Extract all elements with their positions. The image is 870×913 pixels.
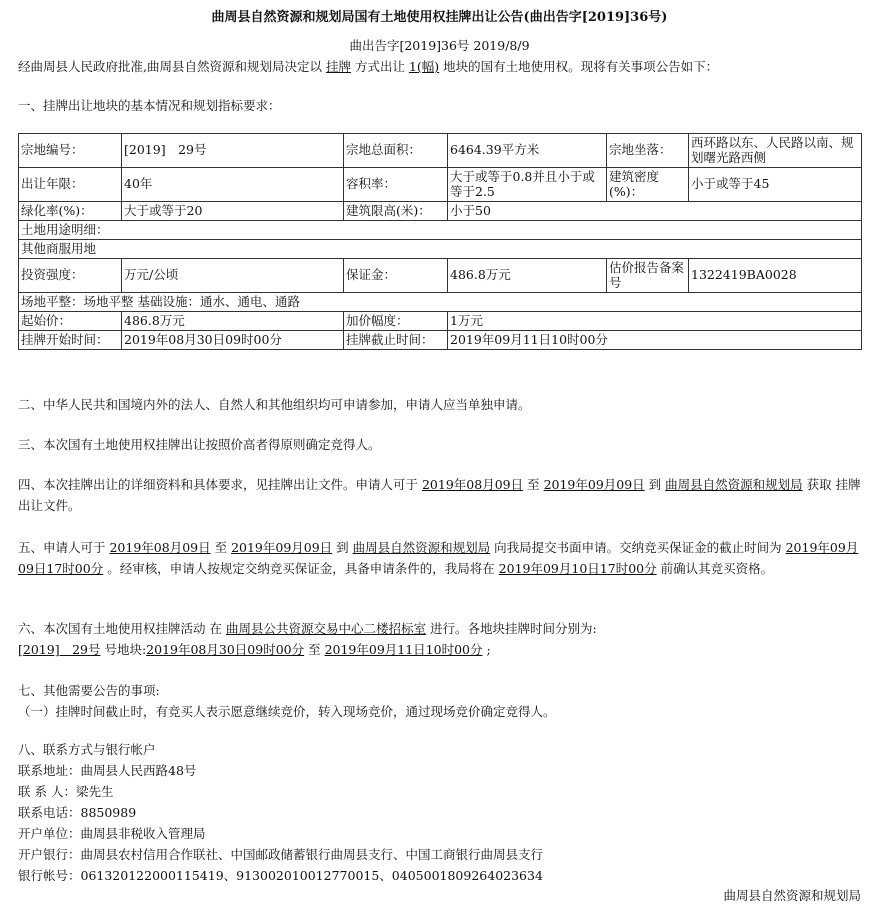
- s6-text-to: 至: [304, 642, 325, 657]
- section8: [18, 739, 861, 886]
- table-row: [19, 221, 862, 240]
- deposit-label: 保证金：: [344, 259, 448, 293]
- s5-org-link[interactable]: 曲周县自然资源和规划局: [352, 540, 491, 555]
- s6-start-time-link[interactable]: 2019年08月30日09时00分: [146, 642, 305, 657]
- table-row: [19, 134, 862, 168]
- listing-end-value: 2019年09月11日10时00分: [448, 331, 862, 350]
- s5-text-end: 前确认其竞买资格。: [656, 561, 774, 576]
- contact-phone: 联系电话：8850989: [18, 805, 137, 820]
- use-detail-label: 土地用途明细：: [19, 221, 862, 240]
- density-label: 建筑密度(%)：: [607, 168, 689, 202]
- s4-text-end: 获取 挂牌 出让文件。: [18, 477, 861, 513]
- s4-text: 四、本次挂牌出让的详细资料和具体要求，见挂牌出让文件。申请人可于: [18, 477, 422, 492]
- s5-text-deadline: 向我局提交书面申请。交纳竞买保证金的截止时间为: [490, 540, 786, 555]
- section7: [18, 680, 861, 722]
- s5-text-to: 至: [210, 540, 232, 555]
- appraisal-value: 1322419BA0028: [689, 259, 862, 293]
- s6-text-parcel: 号地块:: [100, 642, 147, 657]
- term-label: 出让年限：: [19, 168, 122, 202]
- s5-text-review: 。经审核，申请人按规定交纳竞买保证金，具备申请条件的，我局将在: [103, 561, 499, 576]
- s5-date-start-link[interactable]: 2019年08月09日: [109, 540, 211, 555]
- table-row: [19, 168, 862, 202]
- deposit-value: 486.8万元: [448, 259, 607, 293]
- area-value: 6464.39平方米: [448, 134, 607, 168]
- section4-text: [18, 474, 861, 516]
- s4-date-end-link[interactable]: 2019年09月09日: [543, 477, 645, 492]
- section7-item1: （一）挂牌时间截止时，有竞买人表示愿意继续竞价，转入现场竞价，通过现场竞价确定竞得人。: [18, 704, 556, 719]
- bank-accounts: 银行帐号：061320122000115419、913002010012770015、0405001809264023634: [18, 868, 543, 883]
- listing-start-label: 挂牌开始时间：: [19, 331, 122, 350]
- table-row: [19, 293, 862, 312]
- s4-date-start-link[interactable]: 2019年08月09日: [421, 477, 524, 492]
- contact-address: 联系地址：曲周县人民西路48号: [18, 763, 197, 778]
- term-value: 40年: [122, 168, 344, 202]
- intro-paragraph: [18, 59, 861, 77]
- s6-end-time-link[interactable]: 2019年09月11日10时00分: [324, 642, 483, 657]
- count-link[interactable]: 1(幅): [408, 59, 440, 74]
- table-row: [19, 312, 862, 331]
- section3-text: 三、本次国有土地使用权挂牌出让按照价高者得原则确定竞得人。: [18, 437, 381, 452]
- notice-header: [18, 0, 861, 116]
- s6-text: 六、本次国有土地使用权挂牌活动 在: [18, 621, 226, 636]
- parcel-no-value: [2019] 29号: [122, 134, 344, 168]
- s6-text-times: 进行。各地块挂牌时间分别为:: [425, 621, 597, 636]
- s5-text-at: 到: [332, 540, 353, 555]
- s4-text-at: 到: [644, 477, 666, 492]
- height-label: 建筑限高(米)：: [344, 202, 448, 221]
- section8-heading: 八、联系方式与银行帐户: [18, 742, 156, 757]
- section1-heading: 一、挂牌出让地块的基本情况和规划指标要求：: [18, 98, 281, 113]
- issuer-signature: 曲周县自然资源和规划局: [723, 888, 861, 903]
- s6-parcel-link[interactable]: [2019] 29号: [18, 642, 101, 657]
- far-label: 容积率：: [344, 168, 448, 202]
- appraisal-label: 估价报告备案号: [607, 259, 689, 293]
- s6-place-link[interactable]: 曲周县公共资源交易中心二楼招标室: [225, 621, 426, 636]
- location-value: 西环路以东、人民路以南、规划曙光路西侧: [689, 134, 862, 168]
- start-price-label: 起始价：: [19, 312, 122, 331]
- green-value: 大于或等于20: [122, 202, 344, 221]
- density-value: 小于或等于45: [689, 168, 862, 202]
- document-title: 曲周县自然资源和规划局国有土地使用权挂牌出让公告(曲出告字[2019]36号): [211, 10, 668, 25]
- start-price-value: 486.8万元: [122, 312, 344, 331]
- s5-confirm-date-link[interactable]: 2019年09月10日17时00分: [498, 561, 657, 576]
- far-value: 大于或等于0.8并且小于或等于2.5: [448, 168, 607, 202]
- parcel-table: [18, 133, 862, 350]
- location-label: 宗地坐落：: [607, 134, 689, 168]
- section2-text: 二、中华人民共和国境内外的法人、自然人和其他组织均可申请参加，申请人应当单独申请。: [18, 397, 531, 412]
- method-link[interactable]: 挂牌: [325, 59, 351, 74]
- section6-text: [18, 618, 861, 660]
- increment-value: 1万元: [448, 312, 862, 331]
- parcel-no-label: 宗地编号：: [19, 134, 122, 168]
- section7-heading: 七、其他需要公告的事项:: [18, 683, 160, 698]
- invest-value: 万元/公顷: [122, 259, 344, 293]
- green-label: 绿化率(%)：: [19, 202, 122, 221]
- bank-names: 开户银行：曲周县农村信用合作联社、中国邮政储蓄银行曲周县支行、中国工商银行曲周县支行: [18, 847, 544, 862]
- height-value: 小于50: [448, 202, 862, 221]
- intro-text: 经曲周县人民政府批准,曲周县自然资源和规划局决定以: [18, 59, 326, 74]
- section5-text: [18, 537, 861, 579]
- invest-label: 投资强度：: [19, 259, 122, 293]
- contact-person: 联 系 人：梁先生: [18, 784, 114, 799]
- s6-text-end: ;: [482, 642, 491, 657]
- area-label: 宗地总面积：: [344, 134, 448, 168]
- use-value: 其他商服用地: [19, 240, 862, 259]
- increment-label: 加价幅度：: [344, 312, 448, 331]
- s5-deposit-deadline-link[interactable]: 2019年09月09日17时00分: [18, 540, 859, 576]
- intro-text-end: 地块的国有土地使用权。现将有关事项公告如下：: [439, 59, 719, 74]
- s5-date-end-link[interactable]: 2019年09月09日: [231, 540, 333, 555]
- document-number: 曲出告字[2019]36号 2019/8/9: [349, 38, 530, 53]
- s4-org-link[interactable]: 曲周县自然资源和规划局: [665, 477, 803, 492]
- table-row: [19, 259, 862, 293]
- table-row: [19, 202, 862, 221]
- table-row: [19, 331, 862, 350]
- s4-text-to: 至: [523, 477, 544, 492]
- listing-end-label: 挂牌截止时间：: [344, 331, 448, 350]
- site-conditions: 场地平整：场地平整 基础设施：通水、通电、通路: [19, 293, 862, 312]
- account-unit: 开户单位：曲周县非税收入管理局: [18, 826, 206, 841]
- s5-text: 五、申请人可于: [18, 540, 110, 555]
- intro-text-mid: 方式出让: [350, 59, 409, 74]
- table-row: [19, 240, 862, 259]
- listing-start-value: 2019年08月30日09时00分: [122, 331, 344, 350]
